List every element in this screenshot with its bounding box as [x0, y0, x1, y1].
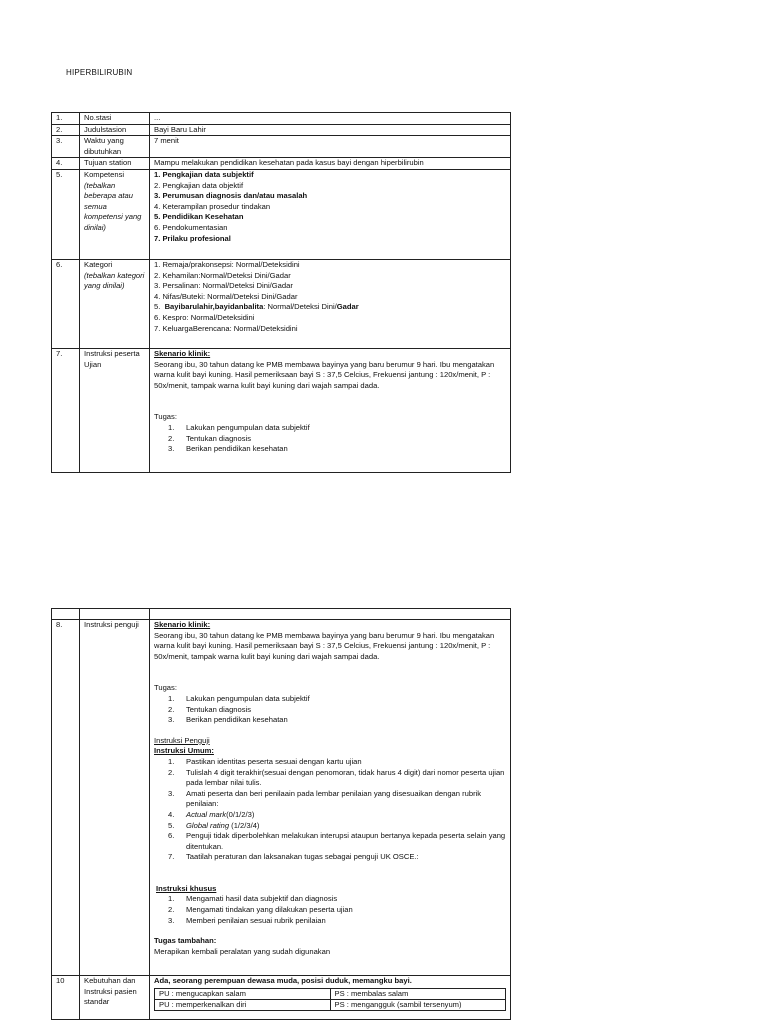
umum-item: 3. Amati peserta dan beri penilaain pada lembar penilaian yang disesuaikan dengan rubrik penilaian:	[168, 788, 482, 809]
row-label-cell	[80, 169, 150, 259]
khusus-item: 1. Mengamati hasil data subjektif dan diagnosis	[168, 894, 338, 904]
task-item: 3. Berikan pendidikan kesehatan	[168, 444, 288, 454]
umum-item: 5. Global rating (1/2/3/4)	[168, 820, 260, 830]
row-number: 1.	[52, 113, 80, 125]
empty-header-row	[52, 609, 511, 620]
row-waktu	[52, 136, 511, 158]
task-label: Tugas:	[154, 683, 177, 693]
kategori-item: 3. Persalinan: Normal/Deteksi Dini/Gadar	[154, 281, 293, 291]
kompetensi-list	[150, 169, 511, 259]
station-table-1	[51, 112, 511, 473]
kategori-item: 1. Remaja/prakonsepsi: Normal/Deteksidini	[154, 259, 300, 269]
umum-heading: Instruksi Umum:	[154, 746, 214, 756]
row-instruksi-penguji	[52, 620, 511, 976]
task-item: 2. Tentukan diagnosis	[168, 704, 252, 714]
row-number: 3.	[52, 136, 80, 158]
row-number: 4.	[52, 158, 80, 170]
kategori-bold-text: Bayibarulahir,bayidanbalita	[164, 302, 264, 312]
row-label: Judulstasion	[80, 124, 150, 136]
kompetensi-item: 6. Pendokumentasian	[154, 222, 228, 232]
row-value: ...	[150, 113, 511, 125]
row-note: (tebalkan kategori yang dinilai)	[84, 270, 145, 291]
row-label: Instruksi peserta Ujian	[80, 348, 150, 472]
pu-cell: PU : memperkenalkan diri	[155, 999, 331, 1010]
row-label: Instruksi penguji	[80, 620, 150, 976]
kompetensi-item: 1. Pengkajian data subjektif	[154, 169, 254, 179]
kategori-item: 7. KeluargaBerencana: Normal/Deteksidini	[154, 323, 298, 333]
kompetensi-item: 2. Pengkajian data objektif	[154, 180, 244, 190]
row-label: No.stasi	[80, 113, 150, 125]
row-label-cell	[80, 259, 150, 348]
pu-ps-row	[155, 988, 506, 999]
task-label: Tugas:	[154, 412, 177, 422]
row-tujuan	[52, 158, 511, 170]
pasien-lead-text: Ada, seorang perempuan dewasa muda, posisi duduk, memangku bayi.	[154, 976, 412, 985]
row-value: Bayi Baru Lahir	[150, 124, 511, 136]
pasien-standar-content	[150, 976, 511, 1020]
scenario-text: Seorang ibu, 30 tahun datang ke PMB membawa bayinya yang baru berumur 9 hari. Ibu mengatakan warna kulit bayi kuning. Hasil pemeriksaan bayi S : 37,5 Celcius, Frekuensi jantung : 120x/menit, P : 50x/menit, tampak warna kulit bayi kuning dari wajah sampai dada.	[154, 630, 495, 661]
umum-item: 7. Taatilah peraturan dan laksanakan tugas sebagai penguji UK OSCE.:	[168, 852, 419, 862]
row-kategori	[52, 259, 511, 348]
pu-ps-table	[154, 988, 506, 1011]
khusus-heading: Instruksi khusus	[156, 883, 217, 893]
row-label: Kategori	[84, 259, 113, 269]
penguji-heading: Instruksi Penguji	[154, 735, 210, 745]
kategori-text: : Normal/Deteksi Dini/	[263, 302, 337, 312]
row-kompetensi	[52, 169, 511, 259]
kompetensi-item: 3. Perumusan diagnosis dan/atau masalah	[154, 191, 308, 201]
row-number: 6.	[52, 259, 80, 348]
task-item: 1. Lakukan pengumpulan data subjektif	[168, 422, 310, 432]
row-label: Tujuan station	[80, 158, 150, 170]
ps-cell: PS : membalas salam	[330, 988, 506, 999]
kategori-item: 2. Kehamilan:Normal/Deteksi Dini/Gadar	[154, 270, 291, 280]
khusus-item: 2. Mengamati tindakan yang dilakukan peserta ujian	[168, 905, 353, 915]
kompetensi-item: 4. Keterampilan prosedur tindakan	[154, 201, 271, 211]
row-number: 2.	[52, 124, 80, 136]
row-instruksi-peserta	[52, 348, 511, 472]
row-label: Kebutuhan dan Instruksi pasien standar	[80, 976, 150, 1020]
kategori-item	[154, 302, 506, 313]
row-label: Waktu yang dibutuhkan	[80, 136, 150, 158]
kompetensi-item: 5. Pendidikan Kesehatan	[154, 212, 244, 222]
umum-item: 2. Tulislah 4 digit terakhir(sesuai dengan penomoran, tidak harus 4 digit) dari nomor peserta ujian pada lembar nilai tulis.	[168, 767, 505, 788]
station-table-2	[51, 608, 511, 1020]
instruksi-peserta-content	[150, 348, 511, 472]
pu-cell: PU : mengucapkan salam	[155, 988, 331, 999]
row-judul-stasion	[52, 124, 511, 136]
row-number: 10	[52, 976, 80, 1020]
kategori-list	[150, 259, 511, 348]
task-item: 3. Berikan pendidikan kesehatan	[168, 715, 288, 725]
kategori-item-number: 5.	[154, 302, 165, 312]
task-item: 1. Lakukan pengumpulan data subjektif	[168, 693, 310, 703]
umum-item: 1. Pastikan identitas peserta sesuai dengan kartu ujian	[168, 756, 362, 766]
row-value: 7 menit	[150, 136, 511, 158]
kompetensi-item: 7. Prilaku profesional	[154, 233, 231, 243]
khusus-item: 3. Memberi penilaian sesuai rubrik penilaian	[168, 915, 326, 925]
kategori-item: 6. Kespro: Normal/Deteksidini	[154, 312, 255, 322]
pu-ps-row	[155, 999, 506, 1010]
umum-item: 6. Penguji tidak diperbolehkan melakukan interupsi ataupun bertanya kepada peserta selain yang ditentukan.	[168, 831, 506, 851]
scenario-text: Seorang ibu, 30 tahun datang ke PMB membawa bayinya yang baru berumur 9 hari. Ibu mengatakan warna kulit bayi kuning. Hasil pemeriksaan bayi S : 37,5 Celcius, Frekuensi jantung : 120x/menit, P : 50x/menit, tampak warna kulit bayi kuning dari wajah sampai dada.	[154, 359, 495, 390]
row-pasien-standar	[52, 976, 511, 1020]
row-value: Mampu melakukan pendidikan kesehatan pada kasus bayi dengan hiperbilirubin	[150, 158, 511, 170]
row-label: Kompetensi	[84, 169, 125, 179]
kategori-bold-text: Gadar	[336, 302, 359, 312]
umum-item: 4. Actual mark(0/1/2/3)	[168, 809, 255, 819]
row-number: 8.	[52, 620, 80, 976]
instruksi-penguji-content	[150, 620, 511, 976]
kategori-item: 4. Nifas/Buteki: Normal/Deteksi Dini/Gadar	[154, 291, 298, 301]
row-number: 5.	[52, 169, 80, 259]
tambahan-heading: Tugas tambahan:	[154, 936, 217, 946]
ps-cell: PS : mengangguk (sambil tersenyum)	[330, 999, 506, 1010]
row-note: (tebalkan beberapa atau semua kompetensi yang dinilai)	[84, 180, 142, 232]
scenario-heading: Skenario klinik:	[154, 620, 211, 629]
row-number: 7.	[52, 348, 80, 472]
scenario-heading: Skenario klinik:	[154, 348, 211, 358]
document-title: HIPERBILIRUBIN	[66, 68, 133, 77]
task-item: 2. Tentukan diagnosis	[168, 433, 252, 443]
tambahan-text: Merapikan kembali peralatan yang sudah digunakan	[154, 946, 331, 956]
row-no-stasi	[52, 113, 511, 125]
